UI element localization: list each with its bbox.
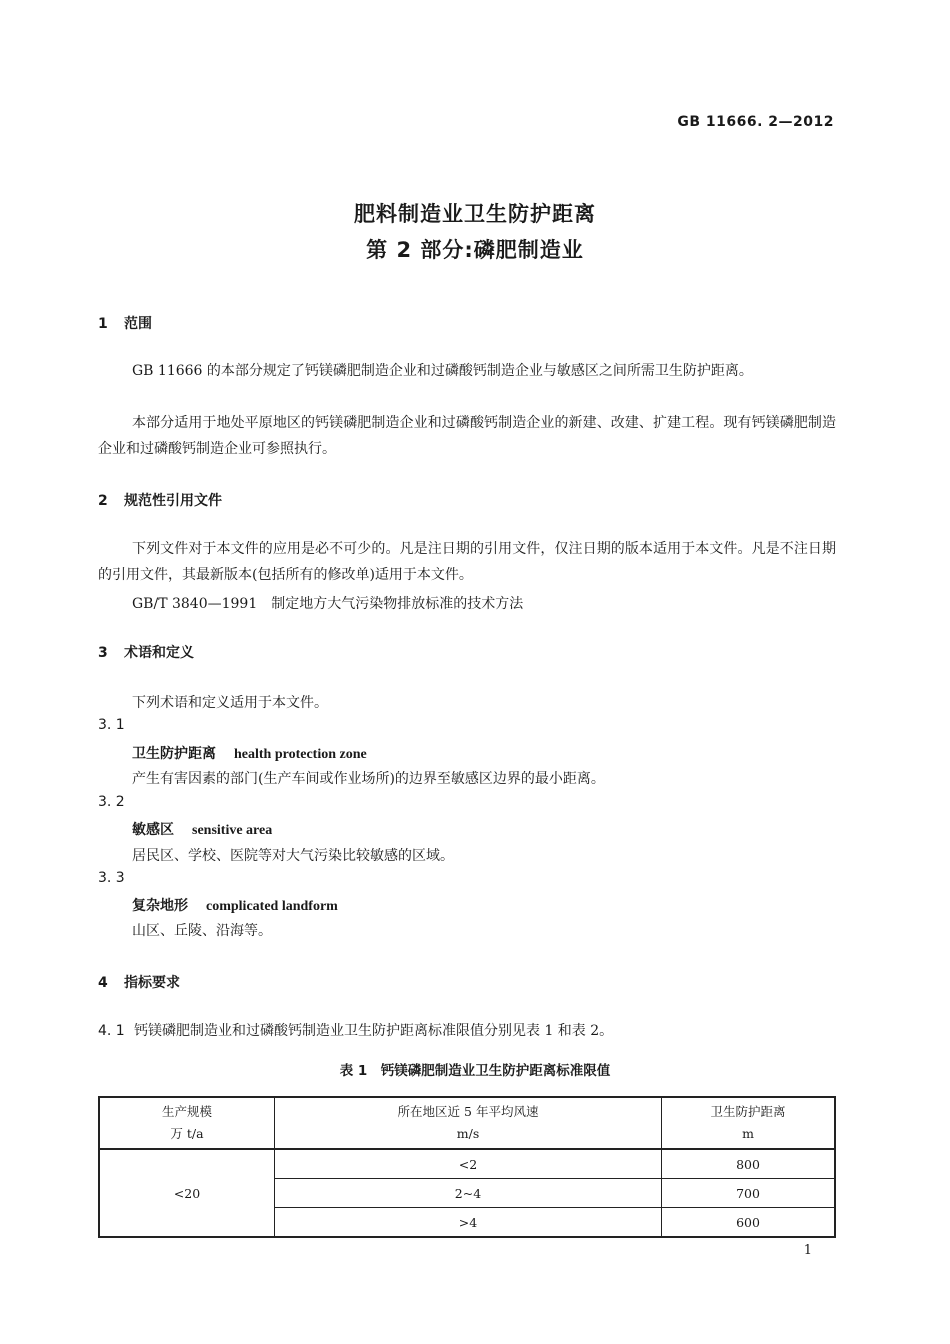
section-3-heading xyxy=(98,642,194,662)
table-header-scale-label: 生产规模 xyxy=(161,1104,212,1119)
page-number: 1 xyxy=(803,1243,812,1258)
section-4-number: 4 xyxy=(98,975,108,991)
table-header-wind-label: 所在地区近 5 年平均风速 xyxy=(397,1104,539,1119)
term-2-name xyxy=(132,819,272,839)
term-2-definition: 居民区、学校、医院等对大气污染比较敏感的区域。 xyxy=(132,848,454,864)
term-3-name-cn: 复杂地形 xyxy=(132,898,188,914)
section-3-title: 术语和定义 xyxy=(124,645,194,661)
section-4-item xyxy=(98,1020,613,1040)
term-3-name xyxy=(132,895,338,915)
document-title: 肥料制造业卫生防护距离 xyxy=(354,202,596,226)
term-2-number: 3. 2 xyxy=(98,794,125,810)
table-header-distance-unit: m xyxy=(742,1126,754,1141)
section-2-para-1: 下列文件对于本文件的应用是必不可少的。凡是注日期的引用文件，仅注日期的版本适用于本文件。凡是不注日期的引用文件，其最新版本(包括所有的修改单)适用于本文件。 xyxy=(98,541,836,583)
section-2-reference: GB/T 3840—1991 制定地方大气污染物排放标准的技术方法 xyxy=(132,596,524,612)
table-cell-wind: >4 xyxy=(275,1208,662,1238)
table-header-distance xyxy=(662,1097,836,1149)
term-3-definition: 山区、丘陵、沿海等。 xyxy=(132,923,272,939)
term-2-name-en: sensitive area xyxy=(192,823,273,838)
term-1-definition: 产生有害因素的部门(生产车间或作业场所)的边界至敏感区边界的最小距离。 xyxy=(132,771,605,787)
term-2-name-cn: 敏感区 xyxy=(132,822,174,838)
table-cell-scale: <20 xyxy=(99,1149,275,1237)
term-3-number: 3. 3 xyxy=(98,870,125,886)
table-header-scale xyxy=(99,1097,275,1149)
section-1-title: 范围 xyxy=(124,316,152,332)
standard-code: GB 11666. 2—2012 xyxy=(677,114,834,130)
table-header-wind-unit: m/s xyxy=(456,1126,480,1141)
section-4-item-text: 钙镁磷肥制造业和过磷酸钙制造业卫生防护距离标准限值分别见表 1 和表 2。 xyxy=(134,1023,614,1039)
section-1-para-1: GB 11666 的本部分规定了钙镁磷肥制造企业和过磷酸钙制造企业与敏感区之间所需卫生防护距离。 xyxy=(132,363,753,379)
table-header-scale-unit: 万 t/a xyxy=(170,1126,204,1141)
table-1-caption: 表 1 钙镁磷肥制造业卫生防护距离标准限值 xyxy=(339,1063,611,1079)
table-header-distance-label: 卫生防护距离 xyxy=(710,1104,786,1119)
table-row xyxy=(99,1149,835,1179)
document-subtitle: 第 2 部分:磷肥制造业 xyxy=(366,238,584,262)
term-3-name-en: complicated landform xyxy=(206,899,338,914)
table-cell-distance: 700 xyxy=(662,1179,836,1208)
section-4-item-number: 4. 1 xyxy=(98,1023,125,1039)
table-1 xyxy=(98,1096,836,1238)
section-4-heading xyxy=(98,972,180,992)
section-2-number: 2 xyxy=(98,493,108,509)
section-3-intro: 下列术语和定义适用于本文件。 xyxy=(132,695,328,711)
term-1-name xyxy=(132,743,367,763)
table-header-wind xyxy=(275,1097,662,1149)
table-cell-distance: 800 xyxy=(662,1149,836,1179)
section-1-heading xyxy=(98,313,152,333)
term-1-number: 3. 1 xyxy=(98,717,125,733)
section-4-title: 指标要求 xyxy=(124,975,180,991)
section-2-heading xyxy=(98,490,222,510)
table-cell-distance: 600 xyxy=(662,1208,836,1238)
section-1-number: 1 xyxy=(98,316,108,332)
section-3-number: 3 xyxy=(98,645,108,661)
term-1-name-cn: 卫生防护距离 xyxy=(132,746,216,762)
term-1-name-en: health protection zone xyxy=(234,747,367,762)
section-2-title: 规范性引用文件 xyxy=(124,493,222,509)
section-1-para-2: 本部分适用于地处平原地区的钙镁磷肥制造企业和过磷酸钙制造企业的新建、改建、扩建工程。现有钙镁磷肥制造企业和过磷酸钙制造企业可参照执行。 xyxy=(98,415,836,457)
table-cell-wind: 2~4 xyxy=(275,1179,662,1208)
table-cell-wind: <2 xyxy=(275,1149,662,1179)
